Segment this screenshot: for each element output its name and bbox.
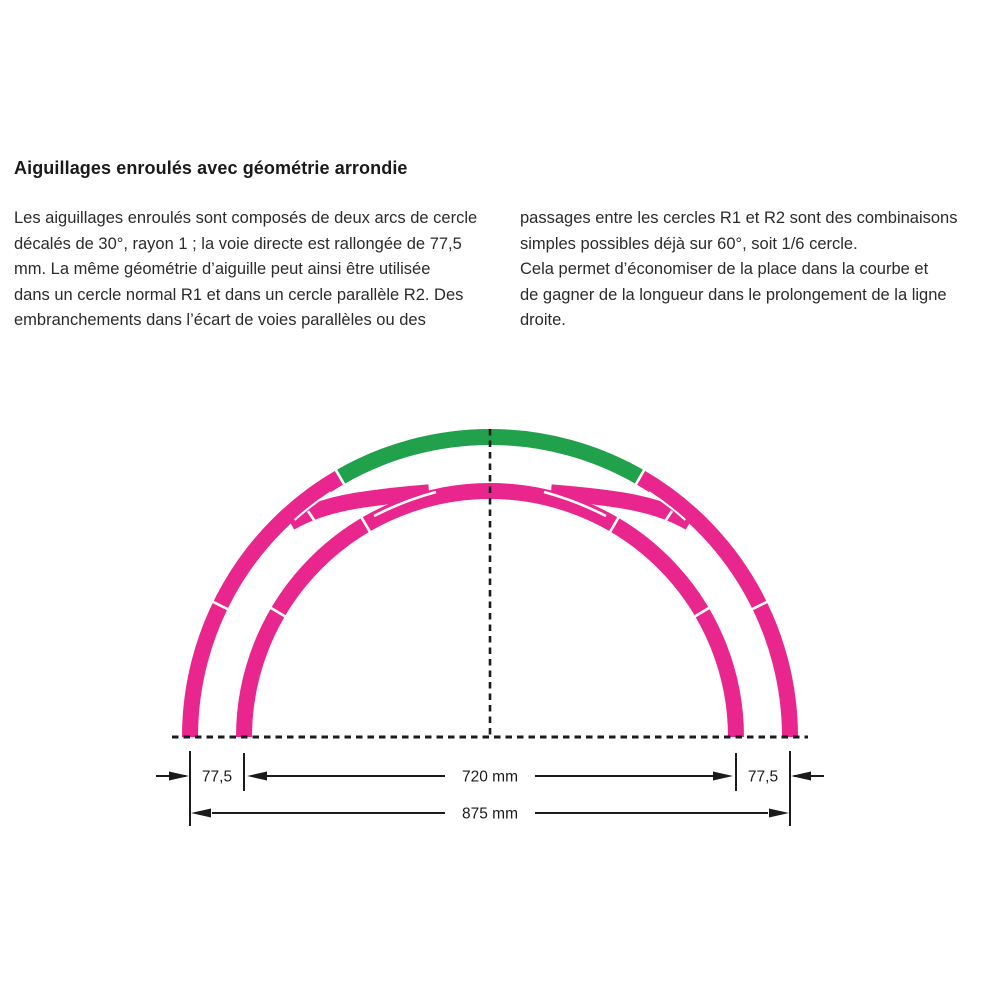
arrowhead-77-left [169, 772, 189, 781]
paragraph-line: simples possibles déjà sur 60°, soit 1/6 cercle. [520, 234, 858, 253]
dim-label-inner-diameter: 720 mm [462, 768, 518, 786]
arrowhead-875-left [191, 809, 211, 818]
paragraph-line: droite. [520, 311, 566, 330]
paragraph-line: passages entre les cercles R1 et R2 sont des combinaisons [520, 209, 958, 227]
arrowhead-720-right [713, 772, 733, 781]
dim-label-outer-width: 875 mm [462, 805, 518, 823]
arrowhead-77-right [791, 772, 811, 781]
dim-label-right-offset: 77,5 [747, 768, 779, 786]
paragraph-line: de gagner de la longueur dans le prolongement de la ligne [520, 285, 947, 304]
paragraph-line: mm. La même géométrie d’aiguille peut ainsi être utilisée [14, 260, 431, 279]
paragraph-line: dans un cercle normal R1 et dans un cercle parallèle R2. Des [14, 285, 464, 304]
paragraph-line: Les aiguillages enroulés sont composés de deux arcs de cercle [14, 209, 478, 227]
arrowhead-720-left [247, 772, 267, 781]
paragraph-line: décalés de 30°, rayon 1 ; la voie directe est rallongée de 77,5 [14, 234, 462, 253]
paragraph-line: Cela permet d’économiser de la place dans la courbe et [520, 260, 929, 279]
arrowhead-875-right [769, 809, 789, 818]
construction-lines [172, 429, 808, 737]
page-title: Aiguillages enroulés avec géométrie arrondie [14, 158, 408, 178]
paragraph-line: embranchements dans l’écart de voies parallèles ou des [14, 311, 426, 330]
dim-label-left-offset: 77,5 [201, 768, 233, 786]
